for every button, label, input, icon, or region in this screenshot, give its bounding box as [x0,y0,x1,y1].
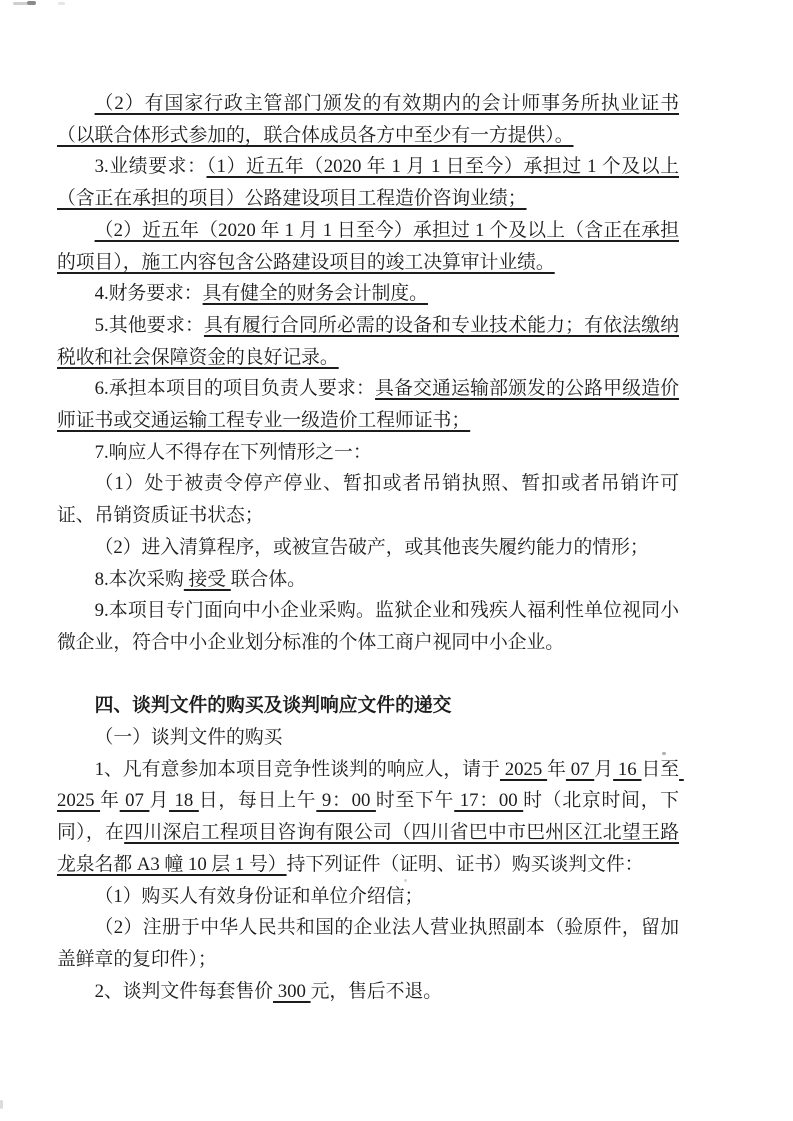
underlined-text-run: 9：00 [316,790,376,812]
clause-7-prohibited-item-2 [57,532,679,564]
underlined-text-run: （2）近五年（2020 年 1 月 1 日至今）承担过 1 个及以上（含正在承担的项目），施工内容包含公路建设项目的竣工决算审计业绩。 [57,219,679,273]
clause-purchase-cert-item-1 [57,881,679,913]
underlined-text-run: 17：00 [454,790,524,812]
underlined-text-run: 四川深启工程项目咨询有限公司（四川省巴中市巴州区江北望王路龙泉名都 A3 幢 10 层 1 号） [57,822,680,875]
clause-purchase-1-time-place [57,754,684,881]
document-body [57,88,684,1007]
clause-4-financial-requirement [57,278,679,310]
underlined-text-run: 2025 [499,758,548,780]
text-run: 5.其他要求： [94,314,204,336]
text-run: （一）谈判文件的购买 [94,727,283,749]
text-run: 3.业绩要求： [94,156,207,178]
clause-9-sme-procurement [57,595,679,658]
text-run: 8.本次采购 [94,568,184,590]
clause-3-performance-requirement-2 [57,215,679,278]
clause-purchase-cert-item-2 [57,912,679,975]
clause-5-other-requirement [57,310,679,373]
scan-smudge-top-left-light [13,2,28,5]
text-run: 四、谈判文件的购买及谈判响应文件的递交 [94,695,452,717]
clause-8-consortium [57,564,679,596]
blank-line [57,659,679,691]
scan-smudge-top-left-dark [27,1,36,5]
text-run: （1）处于被责令停产停业、暂扣或者吊销执照、暂扣或者吊销许可证、吊销资质证书状态； [57,473,679,527]
clause-3-performance-requirement [57,151,679,214]
text-run: 年 [547,758,566,780]
text-run: 元，售后不退。 [310,980,443,1002]
scan-speck-top [58,2,65,5]
text-run: 年 [100,790,120,812]
text-run: 4.财务要求： [94,283,203,305]
underlined-text-run: 具有履行合同所必需的设备和专业技术能力；有依法缴纳税收和社会保障资金的良好记录。 [57,314,679,368]
text-run: 1、凡有意参加本项目竞争性谈判的响应人，请于 [94,758,500,780]
clause-purchase-2-price [57,976,679,1008]
section-heading-4-document-purchase [57,690,679,722]
subsection-heading-4-1-purchase [57,722,679,754]
text-run: （2）注册于中华人民共和国的企业法人营业执照副本（验原件，留加盖鲜章的复印件）； [57,917,679,970]
clause-6-project-manager-requirement [57,373,679,436]
underlined-text-run: 接受 [183,568,231,590]
underlined-text-run: （1）近五年（2020 年 1 月 1 日至今）承担过 1 个及以上（含正在承担的项目）公路建设项目工程造价咨询业绩； [57,156,679,210]
text-run: 日，每日上午 [198,790,317,812]
clause-qualification-2-accountant-cert [57,88,679,151]
text-run: 2、谈判文件每套售价 [94,980,274,1002]
text-run: 时至下午 [375,790,455,812]
text-run: 月 [594,758,614,780]
text-run: 联合体。 [230,568,306,590]
text-run: 9.本项目专门面向中小企业采购。监狱企业和残疾人福利性单位视同小微企业，符合中小企业划分标准的个体工商户视同中小企业。 [57,600,679,653]
text-run: （2）进入清算程序，或被宣告破产，或其他丧失履约能力的情形； [94,536,649,558]
underlined-text-run: 18 [169,790,199,812]
underlined-text-run: 具有健全的财务会计制度。 [202,283,428,305]
underlined-text-run: 300 [273,980,311,1002]
clause-7-prohibited-situations [57,437,679,469]
text-run: 持下列证件（证明、证书）购买谈判文件： [286,853,644,875]
underlined-text-run: （2）有国家行政主管部门颁发的有效期内的会计师事务所执业证书（以联合体形式参加的，联合体成员各方中至少有一方提供）。 [57,93,679,146]
text-run: 7.响应人不得存在下列情形之一： [94,441,372,463]
underlined-text-run: 2025 [57,758,684,812]
text-run: 6.承担本项目的项目负责人要求： [94,378,376,400]
text-run: 日至 [641,758,680,780]
underlined-text-run: 07 [119,790,150,812]
scan-mark-left-edge [0,1100,3,1109]
text-run: 时（北京时间，下同），在 [57,790,680,844]
underlined-text-run: 具备交通运输部颁发的公路甲级造价师证书或交通运输工程专业一级造价工程师证书； [57,378,679,432]
clause-7-prohibited-item-1 [57,468,679,531]
underlined-text-run: 16 [613,758,642,780]
text-run: 月 [149,790,170,812]
text-run: （1）购买人有效身份证和单位介绍信； [94,885,424,907]
underlined-text-run: 07 [565,758,595,780]
